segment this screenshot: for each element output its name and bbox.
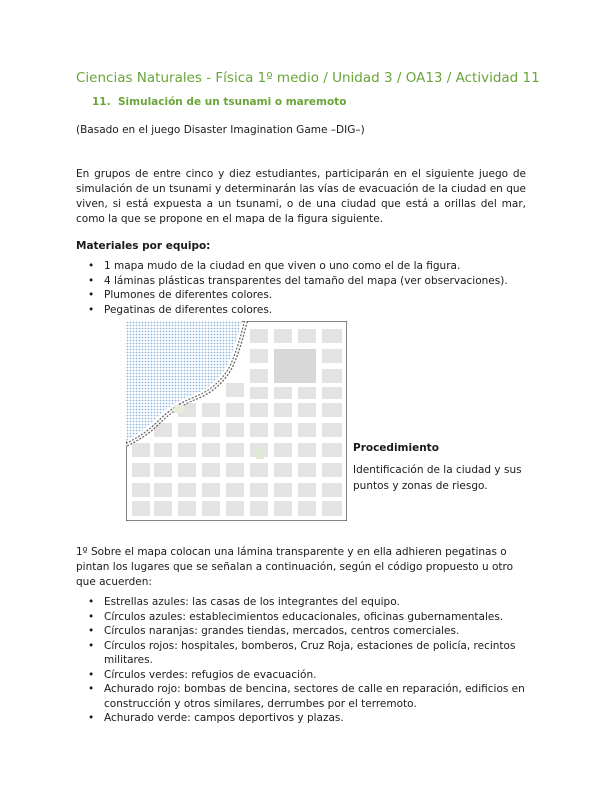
park-block [274, 349, 316, 383]
materials-list [76, 259, 536, 317]
materials-title: Materiales por equipo: [76, 240, 211, 252]
codes-list [76, 595, 536, 726]
list-item: • Círculos verdes: refugios de evacuación. [76, 668, 536, 683]
procedure-text: Identificación de la ciudad y sus puntos y zonas de riesgo. [353, 464, 522, 492]
list-item: • Círculos rojos: hospitales, bomberos, Cruz Roja, estaciones de policía, recintos militares. [76, 639, 536, 668]
section-number: 11. [92, 96, 111, 108]
city-map [126, 321, 347, 521]
based-on-note: (Basado en el juego Disaster Imagination Game –DIG–) [76, 124, 365, 136]
list-item: • Achurado verde: campos deportivos y plazas. [76, 711, 536, 726]
list-item: • Achurado rojo: bombas de bencina, sectores de calle en reparación, edificios en construcción y otros similares, derrumbes por el terremoto. [76, 682, 536, 711]
step-1-paragraph: 1º Sobre el mapa colocan una lámina transparente y en ella adhieren pegatinas o pintan los lugares que se señalan a continuación, según el código propuesto u otro que acuerden: [76, 546, 514, 588]
list-item: • Plumones de diferentes colores. [76, 288, 536, 303]
section-title: Simulación de un tsunami o maremoto [118, 96, 347, 108]
intro-paragraph: En grupos de entre cinco y diez estudiantes, participarán en el siguiente juego de simulación de un tsunami y determinarán las vías de evacuación de la ciudad en que viven, si está expuesta a un tsunami, o de una ciudad que está a orillas del mar, como la que se propone en el mapa de la figura siguiente. [76, 168, 526, 225]
section-heading [92, 96, 346, 108]
list-item: • 4 láminas plásticas transparentes del tamaño del mapa (ver observaciones). [76, 274, 536, 289]
list-item: • Estrellas azules: las casas de los integrantes del equipo. [76, 595, 536, 610]
list-item: • Pegatinas de diferentes colores. [76, 303, 536, 318]
page-header: Ciencias Naturales - Física 1º medio / Unidad 3 / OA13 / Actividad 11 [76, 70, 540, 86]
list-item: • Círculos azules: establecimientos educacionales, oficinas gubernamentales. [76, 610, 536, 625]
procedure-title: Procedimiento [353, 442, 439, 454]
list-item: • Círculos naranjas: grandes tiendas, mercados, centros comerciales. [76, 624, 536, 639]
list-item: • 1 mapa mudo de la ciudad en que viven o uno como el de la figura. [76, 259, 536, 274]
